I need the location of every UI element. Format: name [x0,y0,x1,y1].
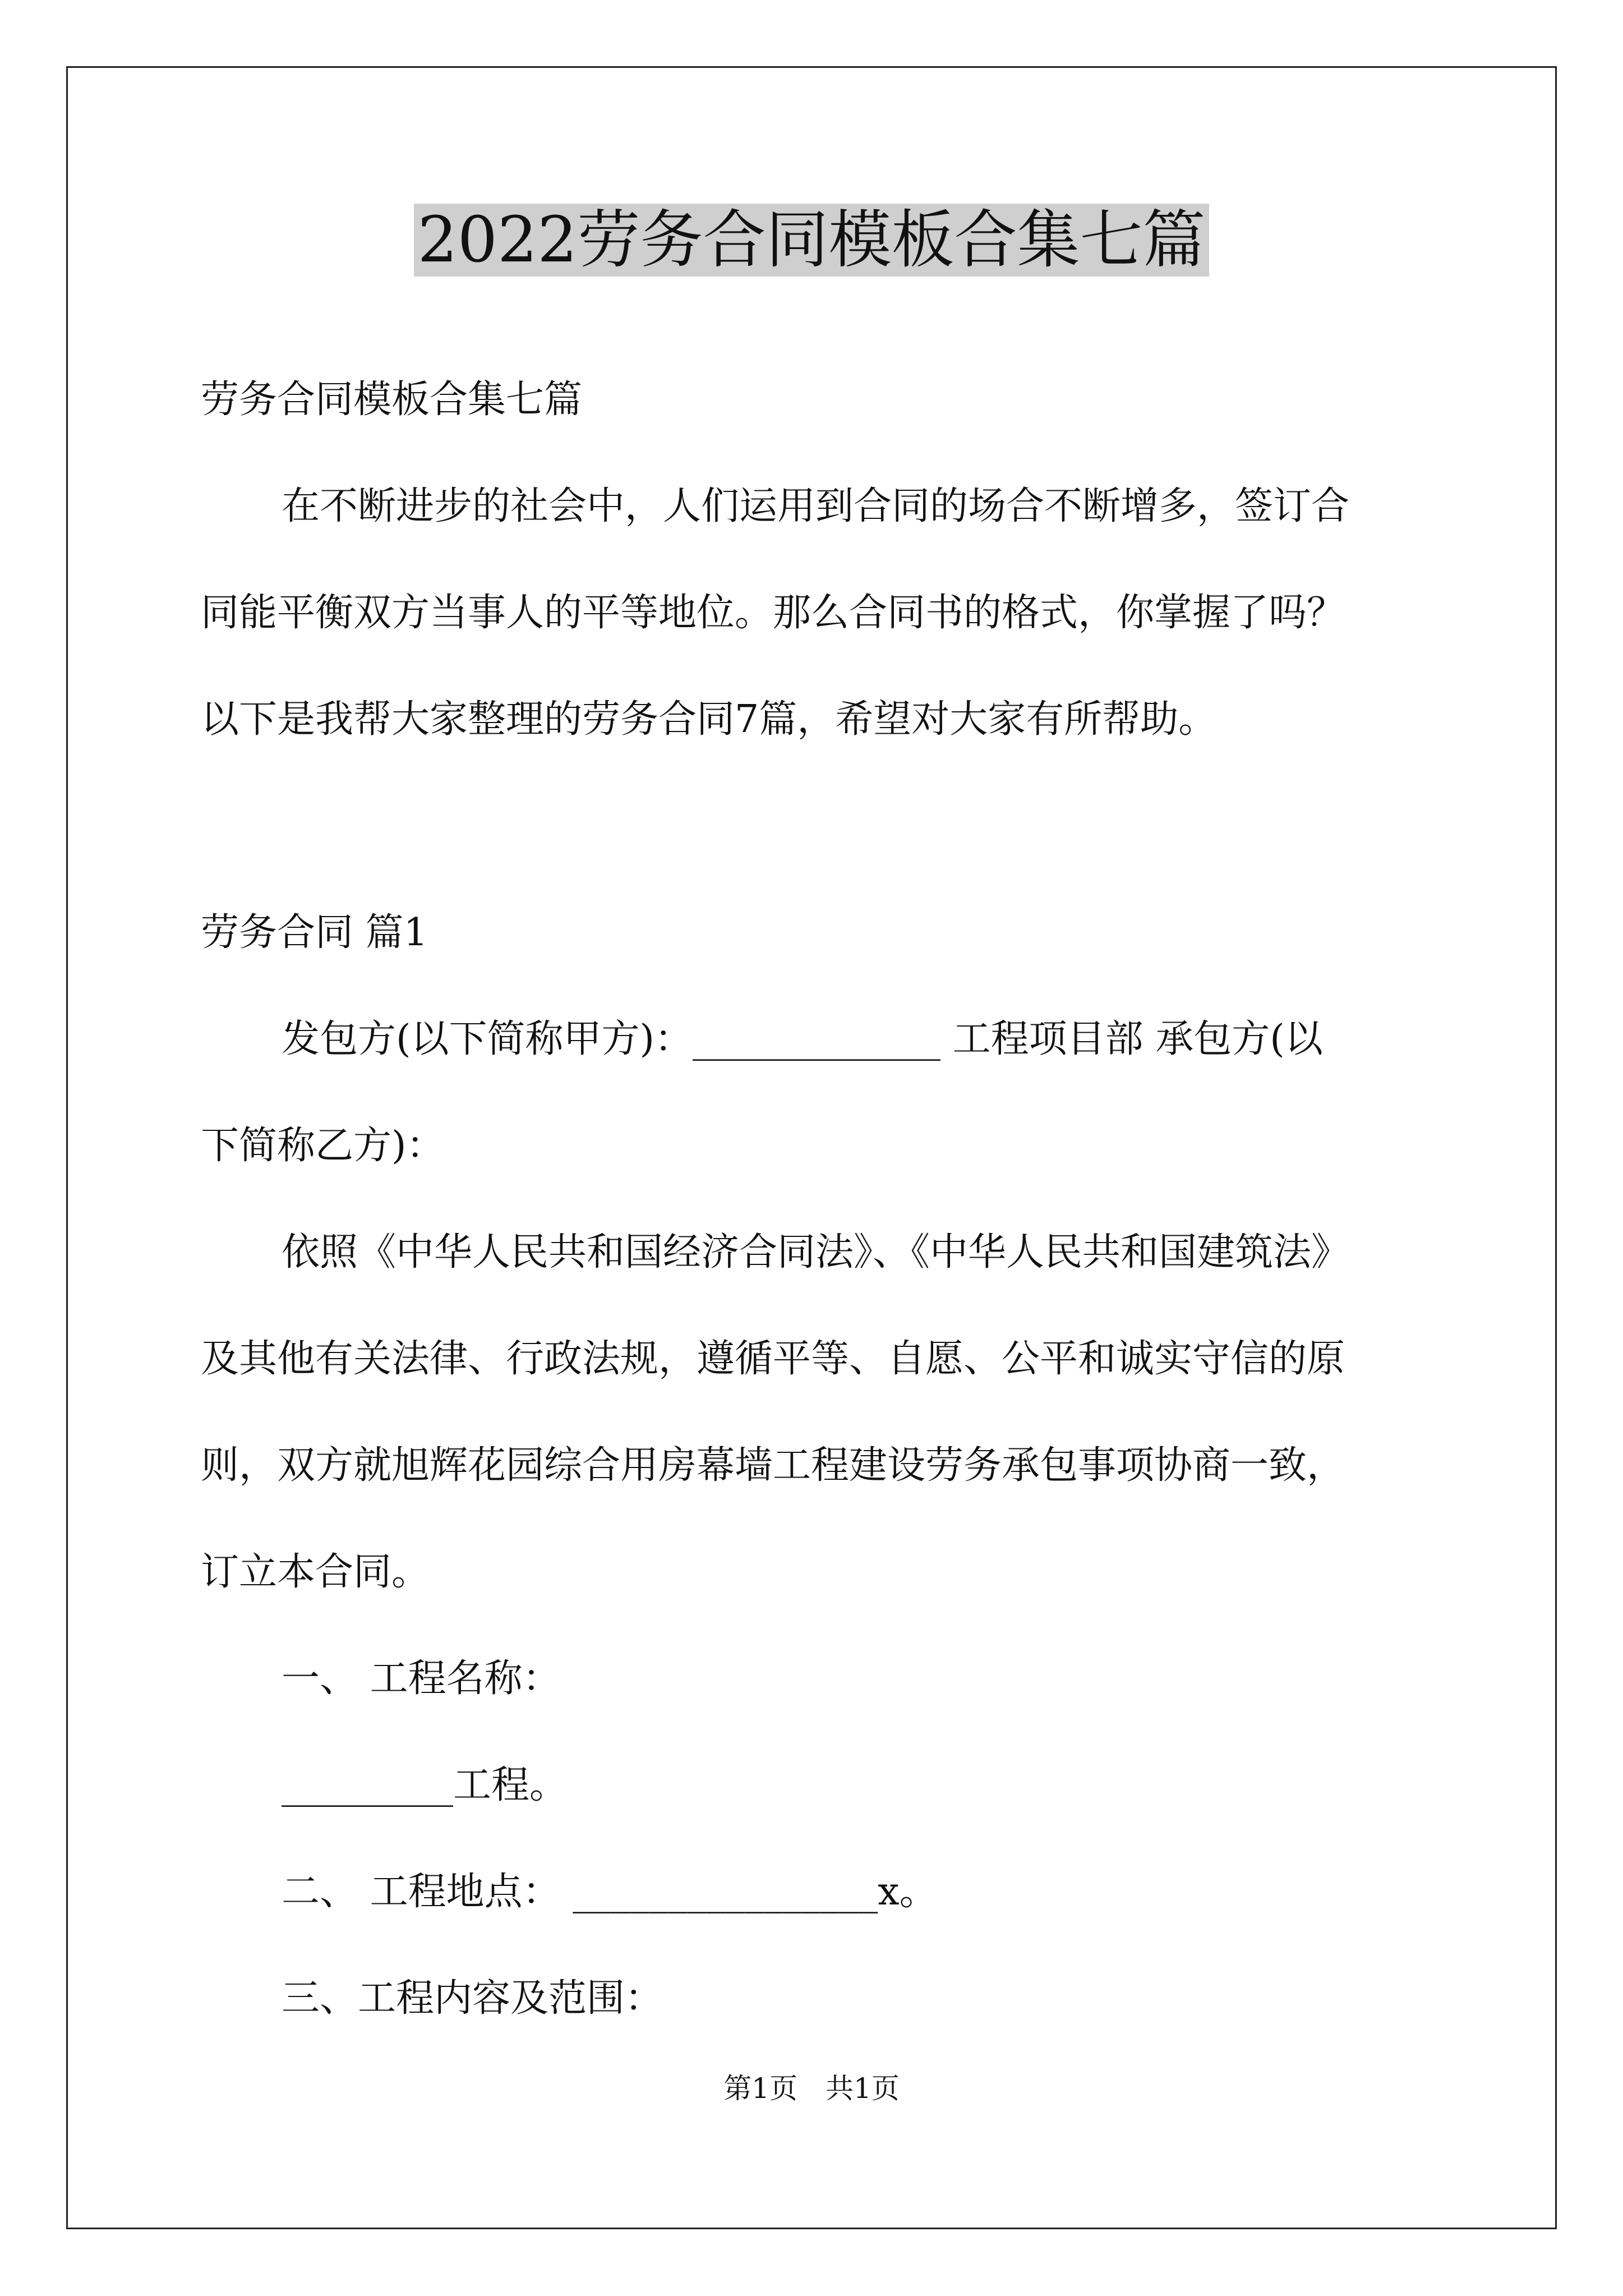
item-3-heading: 三、工程内容及范围： [282,1976,663,2021]
party-line: 发包方(以下简称甲方)：_____________ 工程项目部 承包方(以 [282,1017,1323,1061]
item-1-heading: 一、 工程名称： [282,1657,561,1701]
page-footer [0,2069,1623,2108]
intro-line: 在不断进步的社会中，人们运用到合同的场合不断增多，签订合 [282,484,1350,528]
document-title-text: 2022劳务合同模板合集七篇 [414,204,1209,277]
basis-line: 则，双方就旭辉花园综合用房幕墙工程建设劳务承包事项协商一致， [201,1443,1345,1488]
party-line: 下简称乙方)： [201,1124,445,1168]
intro-line: 同能平衡双方当事人的平等地位。那么合同书的格式，你掌握了吗？ [201,591,1345,635]
document-subtitle: 劳务合同模板合集七篇 [201,378,583,422]
page-number-current: 第1页 [723,2072,797,2105]
page-number-total: 共1页 [826,2072,900,2105]
document-body [201,347,1435,2052]
document-title [0,201,1623,279]
basis-line: 及其他有关法律、行政法规，遵循平等、自愿、公平和诚实守信的原 [201,1337,1345,1381]
intro-line: 以下是我帮大家整理的劳务合同7篇，希望对大家有所帮助。 [201,697,1217,742]
item-2-line: 二、 工程地点： ________________x。 [282,1870,938,1914]
basis-line: 订立本合同。 [201,1550,430,1594]
section-heading: 劳务合同 篇1 [201,910,428,955]
item-1-value: _________工程。 [282,1763,568,1807]
basis-line: 依照《中华人民共和国经济合同法》、《中华人民共和国建筑法》 [282,1230,1350,1274]
